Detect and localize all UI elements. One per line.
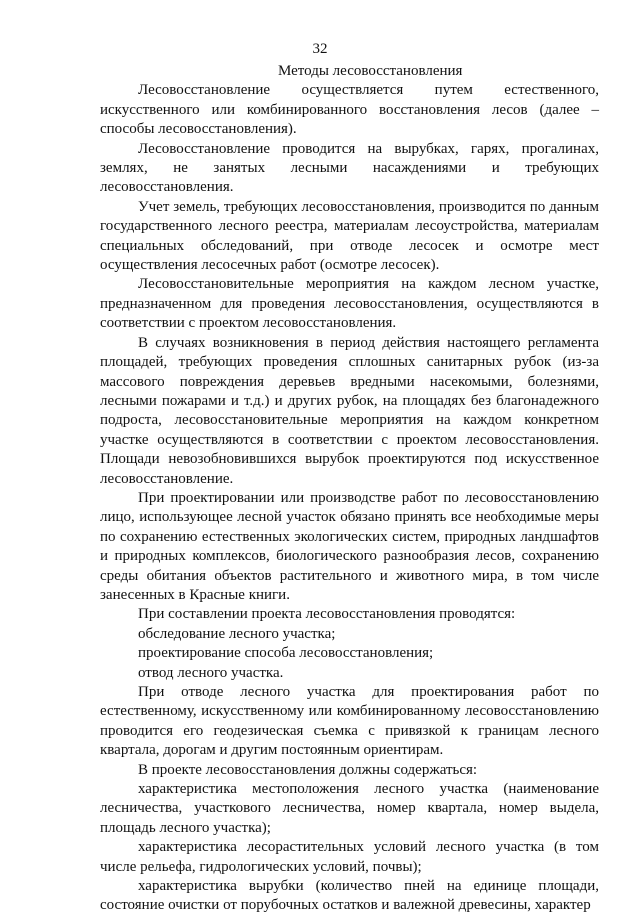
paragraph: Учет земель, требующих лесовосстановления, производится по данным государственного лесного реестра, материалам лесоустройства, материалам специальных обследований, при отводе лесосек и осмотре мест осуществления лесосечных работ (осмотре лесосек). <box>100 198 599 274</box>
list-item: характеристика вырубки (количество пней на единице площади, состояние очистки от порубочных остатков и валежной древесины, характер <box>100 878 599 914</box>
list-item: обследование лесного участка; <box>138 625 336 642</box>
paragraph: При отводе лесного участка для проектирования работ по естественному, искусственному или комбинированному лесовосстановлению проводится его геодезическая съемка с привязкой к границам лесного квартала, дорогам и другим постоянным ориентирам. <box>100 684 599 759</box>
list-item: характеристика лесорастительных условий лесного участка (в том числе рельефа, гидрологических условий, почвы); <box>100 839 599 875</box>
paragraph: Лесовосстановление проводится на вырубках, гарях, прогалинах, землях, не занятых лесными насаждениями и требующих лесовосстановления. <box>100 140 599 196</box>
page-number: 32 <box>312 41 328 57</box>
list-item: отвод лесного участка. <box>138 664 284 681</box>
document-body <box>100 62 599 916</box>
paragraph: При проектировании или производстве работ по лесовосстановлению лицо, использующее лесной участок обязано принять все необходимые меры по сохранению естественных экологических систем, природных ландшафтов и природных комплексов, биологического разнообразия лесов, сохранению среды обитания объектов растительного и животного мира, в том числе занесенных в Красные книги. <box>100 489 599 603</box>
list-intro: При составлении проекта лесовосстановления проводятся: <box>138 606 516 623</box>
paragraph: Лесовосстановительные мероприятия на каждом лесном участке, предназначенном для проведения лесовосстановления, осуществляются в соответствии с проектом лесовосстановления. <box>100 276 599 332</box>
list-item: характеристика местоположения лесного участка (наименование лесничества, участкового лесничества, номер квартала, номер выдела, площадь лесного участка); <box>100 781 599 836</box>
paragraph: В случаях возникновения в период действия настоящего регламента площадей, требующих проведения сплошных санитарных рубок (из-за массового повреждения деревьев вредными насекомыми, болезнями, лесными пожарами и т.д.) и других рубок, на площадях без благонадежного подроста, лесовосстановительные мероприятия на каждом конкретном участке осуществляются в соответствии с проектом лесовосстановления. Площади невозобновившихся вырубок проектируются под искусственное лесовосстановление. <box>100 334 599 487</box>
paragraph: Лесовосстановление осуществляется путем естественного, искусственного или комбинированного восстановления лесов (далее – способы лесовосстановления). <box>100 82 599 138</box>
list-intro: В проекте лесовосстановления должны содержаться: <box>138 761 478 778</box>
section-title: Методы лесовосстановления <box>278 63 463 79</box>
list-item: проектирование способа лесовосстановления; <box>138 645 434 662</box>
